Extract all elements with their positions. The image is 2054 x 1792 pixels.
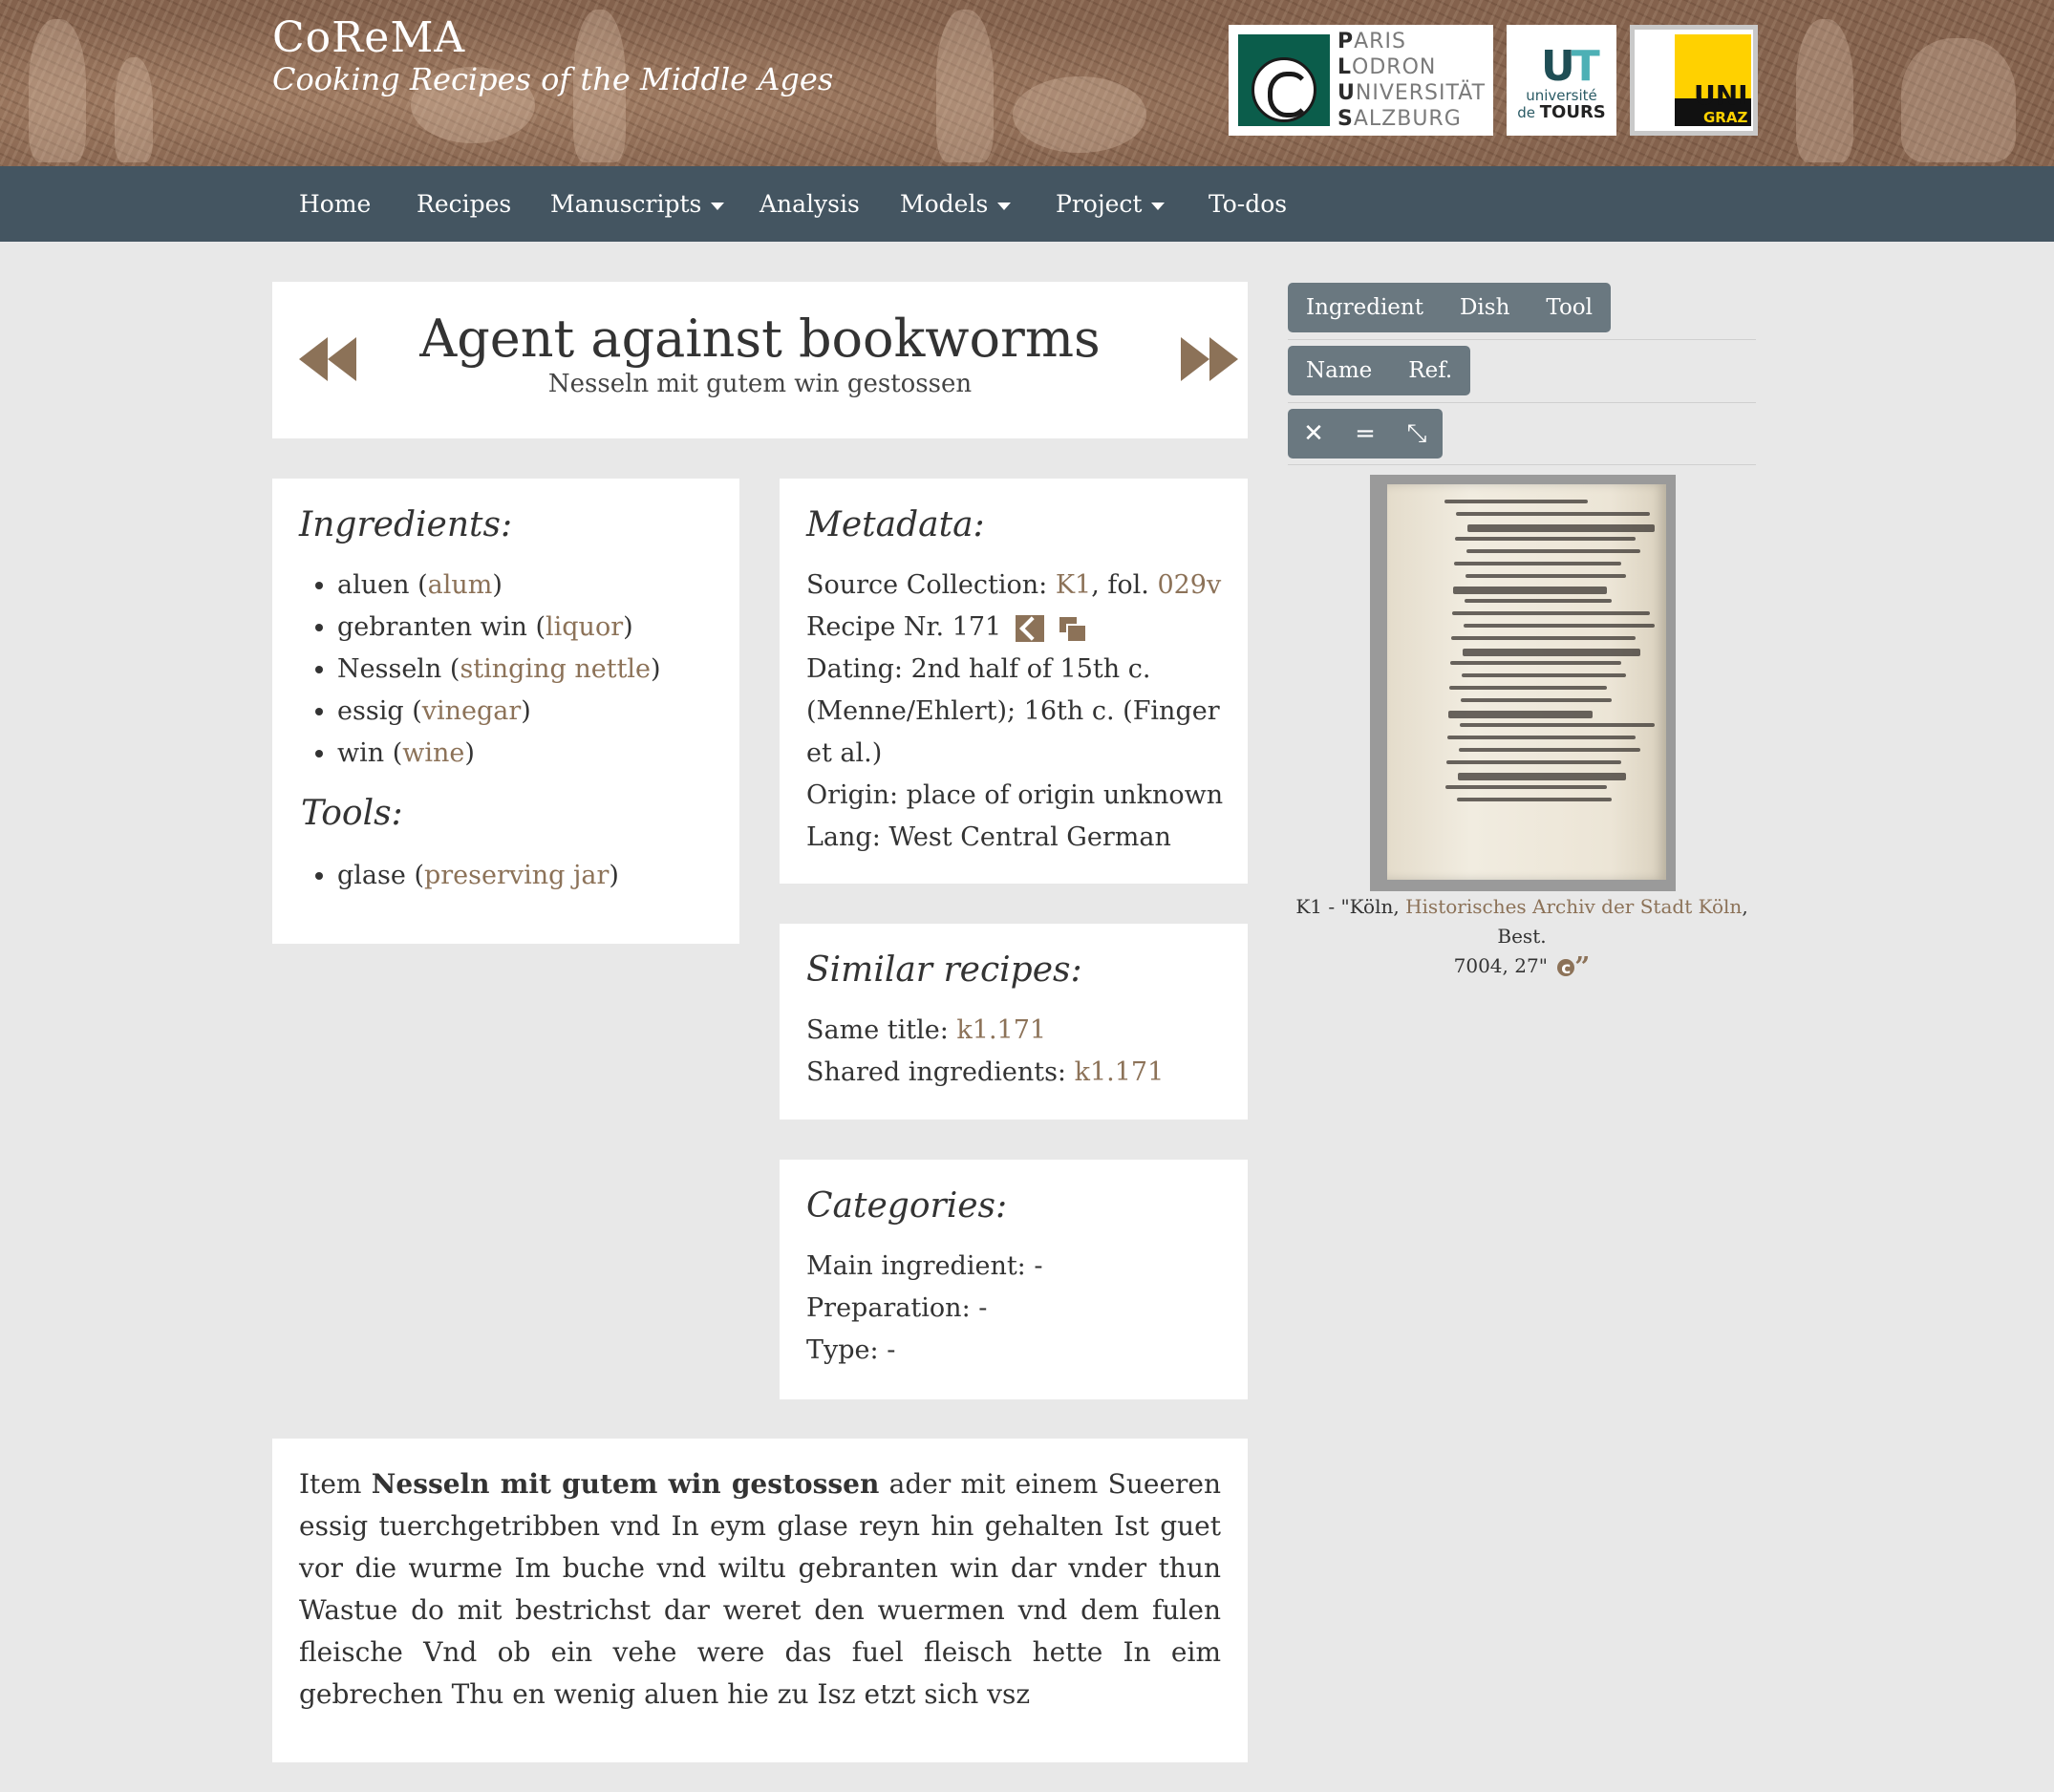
ingredient-link[interactable]: stinging nettle [460,654,652,684]
caret-down-icon [997,203,1011,210]
dating-row: Dating: 2nd half of 15th c. [806,654,1151,684]
nav-models-label: Models [900,190,989,218]
plus-emblem-icon [1238,34,1330,126]
banner-illustration [936,10,994,162]
graz-logo[interactable] [1630,25,1758,136]
copyright-icon[interactable] [1557,959,1574,976]
manuscript-script-line [1454,562,1621,565]
recipe-text-title: Nesseln mit gutem win gestossen [371,1468,880,1500]
tool-toggle-button[interactable]: Tool [1546,295,1594,320]
close-icon[interactable]: ✕ [1303,419,1324,448]
graz-logo-uni: UNI [1694,79,1748,111]
type-row: Type: - [806,1335,896,1365]
tools-heading: Tools: [301,794,403,833]
nav-project-label: Project [1056,190,1143,218]
source-collection-link[interactable]: K1 [1055,570,1092,600]
manuscript-script-line [1452,611,1650,615]
plus-logo-text: PARIS LODRON UNIVERSITÄT SALZBURG [1337,30,1487,131]
manuscript-script-line [1444,500,1588,503]
nav-todos[interactable]: To-dos [1209,190,1288,218]
shared-ingredients-row: Shared ingredients: k1.171 [806,1057,1165,1087]
caret-down-icon [711,203,724,210]
list-item: • glase (preserving jar) [337,855,619,897]
manuscript-script-line [1455,537,1636,541]
origin-row: Origin: place of origin unknown [806,780,1224,810]
main-ingredient-row: Main ingredient: - [806,1251,1043,1281]
dating-row-cont: (Menne/Ehlert); 16th c. (Finger [806,696,1220,726]
manuscript-script-line [1448,711,1593,718]
manuscript-script-line [1459,748,1640,752]
tours-logo[interactable] [1507,25,1616,136]
list-item: • Nesseln (stinging nettle) [337,649,661,691]
same-title-link[interactable]: k1.171 [956,1015,1047,1045]
dating-row-cont: et al.) [806,738,883,768]
nav-analysis[interactable]: Analysis [760,190,860,218]
manuscript-script-line [1463,649,1640,656]
tours-logo-text: université de TOURS [1517,87,1606,122]
manuscript-script-line [1467,524,1655,532]
compress-icon[interactable]: ⤡ [1406,419,1427,448]
archive-link[interactable]: Historisches Archiv der Stadt Köln [1405,895,1743,918]
manuscript-script-line [1449,686,1607,690]
recipe-text-card [272,1439,1248,1762]
manuscript-script-line [1465,599,1612,603]
similar-recipes-heading: Similar recipes: [806,950,1082,990]
copy-icon[interactable] [1058,615,1086,642]
plus-logo[interactable] [1229,25,1493,136]
folio-link[interactable]: 029v [1157,570,1222,600]
tours-mark-icon: UT [1541,42,1596,91]
same-title-row: Same title: k1.171 [806,1015,1047,1045]
tool-link[interactable]: preserving jar [423,861,610,890]
site-subtitle[interactable]: Cooking Recipes of the Middle Ages [272,61,834,97]
manuscript-image[interactable] [1370,475,1676,891]
equal-icon[interactable]: = [1355,419,1376,448]
manuscript-caption: K1 - "Köln, Historisches Archiv der Stadt Köln, Best. 7004, 27" c ” [1288,892,1756,981]
ingredient-link[interactable]: vinegar [421,696,522,726]
banner-illustration [29,19,86,162]
ingredients-heading: Ingredients: [299,505,513,544]
view-controls [1288,409,1443,459]
nav-models-dropdown[interactable] [900,166,1011,242]
preparation-row: Preparation: - [806,1293,988,1323]
nav-recipes[interactable]: Recipes [417,190,512,218]
ref-toggle-button[interactable]: Ref. [1408,358,1453,383]
list-item: • essig (vinegar) [337,691,661,733]
ingredients-card [272,479,739,944]
manuscript-script-line [1446,760,1621,764]
manuscript-script-line [1466,549,1640,553]
manuscript-script-line [1458,773,1626,780]
recipe-title: Agent against bookworms [419,309,1101,369]
list-item: • win (wine) [337,733,661,775]
banner-illustration [1013,76,1146,153]
dish-toggle-button[interactable]: Dish [1459,295,1510,320]
manuscript-script-line [1462,673,1626,677]
banner-illustration [1796,19,1853,162]
manuscript-script-line [1451,636,1636,640]
manuscript-script-line [1460,723,1655,727]
shared-ingredients-link[interactable]: k1.171 [1074,1057,1165,1087]
recipe-text: Item Nesseln mit gutem win gestossen ader mit einem Sueeren essig tuerchgetribben vnd In eym glase reyn hin gehalten Ist guet vor die wurme Im buche vnd wiltu gebranten win dar vnder thun Wastue do mit bestrichst dar weret den wuermen vnd dem fulen fleische Vnd ob ein vehe were das fuel fleisch hette In eim gebrechen Thu en wenig aluen hie zu Isz etzt sich vsz [299,1468,1222,1710]
manuscript-script-line [1464,624,1655,628]
nav-project-dropdown[interactable] [1056,166,1165,242]
label-mode-toggle [1288,346,1470,395]
header-banner [0,0,2054,166]
language-row: Lang: West Central German [806,822,1171,852]
graz-logo-graz: GRAZ [1703,109,1748,126]
quote-icon[interactable]: ” [1574,950,1591,983]
banner-illustration [115,57,153,162]
divider [1288,339,1756,340]
nav-manuscripts-dropdown[interactable] [550,166,724,242]
ingredient-toggle-button[interactable]: Ingredient [1306,295,1423,320]
recipe-subtitle: Nesseln mit gutem win gestossen [547,370,973,398]
site-title[interactable]: CoReMA [272,13,466,62]
divider [1288,402,1756,403]
manuscript-script-line [1456,512,1650,516]
image-link-icon[interactable] [1016,615,1044,642]
manuscript-script-line [1450,661,1621,665]
categories-heading: Categories: [806,1186,1008,1226]
ingredient-link[interactable]: wine [402,738,465,768]
manuscript-script-line [1466,574,1626,578]
nav-manuscripts-label: Manuscripts [550,190,702,218]
ingredients-list [310,565,661,775]
manuscript-page [1387,484,1666,880]
caret-down-icon [1151,203,1165,210]
ingredient-link[interactable]: liquor [546,612,624,642]
ingredient-link[interactable]: alum [427,570,493,600]
main-navbar [0,166,2054,242]
manuscript-script-line [1453,587,1607,594]
manuscript-script-line [1457,798,1612,801]
tools-list [310,855,619,897]
name-toggle-button[interactable]: Name [1306,358,1373,383]
next-recipe-icon[interactable] [1179,335,1238,383]
metadata-card [780,479,1248,884]
manuscript-script-line [1445,785,1607,789]
categories-card [780,1160,1248,1399]
similar-recipes-card [780,924,1248,1120]
source-collection-row: Source Collection: K1, fol. 029v [806,570,1222,600]
divider [1288,464,1756,465]
manuscript-script-line [1447,736,1636,739]
annotation-type-toggle [1288,283,1611,332]
list-item: • gebranten win (liquor) [337,607,661,649]
list-item: • aluen (alum) [337,565,661,607]
banner-illustration [1901,38,2016,162]
nav-home[interactable]: Home [299,190,372,218]
recipe-title-card [272,282,1248,438]
recipe-number-row: Recipe Nr. 171 [806,607,1227,649]
manuscript-script-line [1461,698,1612,702]
metadata-heading: Metadata: [806,505,985,544]
